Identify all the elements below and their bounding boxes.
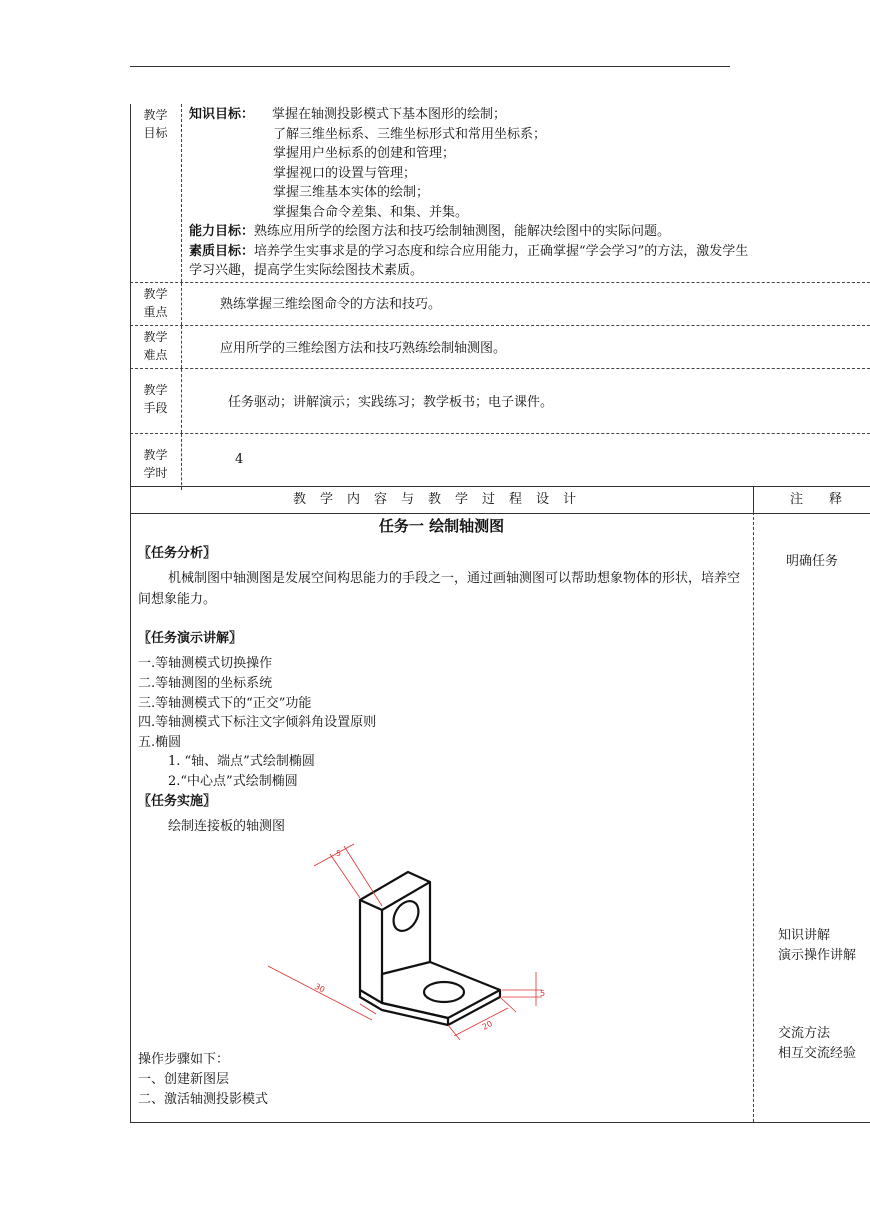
knowledge-item: 掌握三维基本实体的绘制；: [273, 185, 430, 200]
difficulty-row: [130, 326, 870, 369]
means-text: 任务驱动；讲解演示；实践练习；教学板书；电子课件。: [228, 395, 554, 410]
note-knowledge: 知识讲解: [778, 928, 831, 943]
knowledge-item: 了解三维坐标系、三维坐标形式和常用坐标系；: [273, 126, 547, 142]
key-content: [183, 283, 870, 325]
steps-title: 操作步骤如下：: [138, 1052, 230, 1067]
goal-label: 教学目标: [130, 104, 182, 282]
ellipse-item: 1. “轴、端点”式绘制椭圆: [168, 754, 315, 769]
means-label: 教学手段: [130, 369, 182, 433]
impl-title: 〖任务实施〗: [138, 794, 217, 809]
step-item: 一、创建新图层: [138, 1072, 230, 1087]
dim-label-left: 30: [313, 981, 327, 995]
knowledge-line-1: 知识目标： 掌握在轴测投影模式下基本图形的绘制；: [189, 107, 507, 122]
demo-item: 一.等轴测模式切换操作: [138, 656, 273, 671]
knowledge-item: 掌握用户坐标系的创建和管理；: [273, 146, 456, 161]
key-label: 教学重点: [130, 283, 182, 325]
table-bottom-border: [130, 1122, 870, 1123]
knowledge-item: 掌握集合命令差集、和集、并集。: [273, 204, 469, 220]
knowledge-item: 掌握视口的设置与管理；: [273, 165, 417, 181]
hours-row: [130, 434, 870, 490]
section-header-note: 注释: [790, 492, 869, 507]
means-content: [183, 369, 870, 433]
section-header-main: 教学内容与教学过程设计: [130, 487, 754, 513]
demo-item: 三.等轴测模式下的“正交”功能: [138, 696, 312, 711]
note-clarify-task: 明确任务: [786, 554, 839, 569]
goal-row: [130, 104, 870, 283]
demo-item: 四.等轴测模式下标注文字倾斜角设置原则: [138, 715, 377, 730]
demo-title: 〖任务演示讲解〗: [138, 631, 243, 646]
ability-line: 能力目标：熟练应用所学的绘图方法和技巧绘制轴测图，能解决绘图中的实际问题。: [189, 224, 671, 239]
note-exchange-experience: 相互交流经验: [778, 1046, 857, 1061]
note-demo: 演示操作讲解: [778, 948, 857, 963]
section-header: [130, 486, 870, 514]
quality-line-2: 学习兴趣，提高学生实际绘图技术素质。: [189, 263, 424, 278]
step-item: 二、激活轴测投影模式: [138, 1092, 269, 1107]
content-column: [130, 512, 754, 1122]
difficulty-label: 教学难点: [130, 326, 182, 368]
isometric-drawing: [313, 844, 560, 1034]
key-row: [130, 283, 870, 326]
quality-line: 素质目标：培养学生实事求是的学习态度和综合应用能力，正确掌握“学会学习”的方法，激发学生: [189, 243, 749, 259]
dim-label-right: 5: [540, 989, 546, 998]
key-text: 熟练掌握三维绘图命令的方法和技巧。: [220, 297, 442, 312]
ellipse-item: 2.“中心点”式绘制椭圆: [168, 774, 298, 789]
goal-content: [183, 104, 870, 282]
demo-item: 五.椭圆: [138, 735, 182, 750]
hours-label: 教学学时: [130, 434, 182, 490]
header-rule: [130, 66, 730, 67]
hours-text: 4: [235, 452, 244, 467]
dim-label-bottom: 20: [480, 1019, 494, 1032]
demo-item: 二.等轴测图的坐标系统: [138, 676, 273, 691]
analysis-text: 机械制图中轴测图是发展空间构思能力的手段之一，通过画轴测图可以帮助想象物体的形状，培养空间想象能力。: [138, 571, 741, 607]
impl-text: 绘制连接板的轴测图: [168, 819, 286, 834]
note-exchange-method: 交流方法: [778, 1026, 831, 1041]
dim-label-top: 5: [336, 849, 342, 858]
plan-table: [130, 104, 870, 490]
analysis-title: 〖任务分析〗: [138, 546, 217, 561]
hours-content: [183, 434, 870, 490]
difficulty-content: [183, 326, 870, 368]
task-title: 任务一 绘制轴测图: [378, 517, 505, 535]
means-row: [130, 369, 870, 434]
difficulty-text: 应用所学的三维绘图方法和技巧熟练绘制轴测图。: [220, 341, 507, 356]
